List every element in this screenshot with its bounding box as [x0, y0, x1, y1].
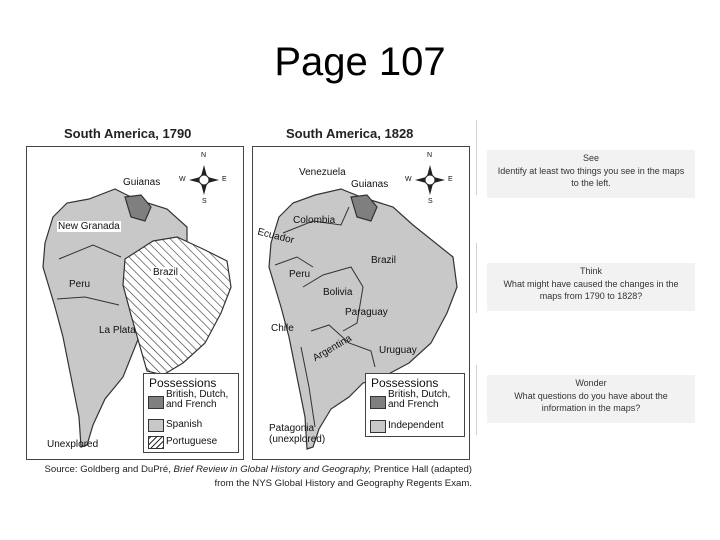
legend-british-dutch-french-1828: British, Dutch, and French	[388, 389, 451, 410]
label-brazil-1790: Brazil	[153, 267, 179, 278]
compass-rose-icon	[405, 152, 455, 205]
swatch-portuguese	[148, 436, 164, 449]
maps-figure	[22, 118, 478, 490]
divider	[476, 243, 477, 313]
compass-e: E	[448, 176, 453, 183]
label-patagonia: Patagonia (unexplored)	[269, 423, 326, 445]
legend-1828	[365, 373, 465, 437]
map-1828	[252, 146, 470, 460]
label-chile: Chile	[271, 323, 294, 334]
legend-1790	[143, 373, 239, 453]
compass-w: W	[179, 176, 186, 183]
think-card	[487, 263, 695, 311]
slide-title: Page 107	[274, 40, 446, 84]
see-heading: See	[582, 153, 599, 163]
label-unexplored: Unexplored	[47, 439, 99, 450]
swatch-british-dutch-french-1828	[370, 396, 386, 409]
compass-n: N	[427, 152, 433, 159]
source-book: Brief Review in Global History and Geography,	[173, 464, 372, 475]
label-peru-1790: Peru	[69, 279, 91, 290]
map-1790	[26, 146, 244, 460]
label-argentina: Argentina	[311, 333, 354, 364]
label-la-plata: La Plata	[99, 325, 136, 336]
label-brazil-1828: Brazil	[371, 255, 397, 266]
divider	[476, 365, 477, 435]
compass-s: S	[428, 198, 433, 205]
swatch-independent	[370, 420, 386, 433]
label-guianas-1828: Guianas	[351, 179, 389, 190]
legend-title-1828: Possessions	[371, 376, 439, 390]
label-peru-1828: Peru	[289, 269, 311, 280]
swatch-british-dutch-french	[148, 396, 164, 409]
wonder-body: What questions do you have about the information in the maps?	[514, 390, 668, 413]
portuguese-territory	[123, 237, 231, 375]
label-uruguay: Uruguay	[379, 345, 417, 356]
source-prefix: Source: Goldberg and DuPré,	[44, 464, 171, 475]
compass-s: S	[202, 198, 207, 205]
think-heading: Think	[579, 266, 602, 276]
think-body: What might have caused the changes in the maps from 1790 to 1828?	[503, 278, 679, 301]
compass-w: W	[405, 176, 412, 183]
label-guianas-1790: Guianas	[123, 177, 161, 188]
map-1790-title: South America, 1790	[64, 126, 192, 141]
swatch-spanish	[148, 419, 164, 432]
label-new-granada: New Granada	[58, 221, 120, 232]
label-colombia: Colombia	[293, 215, 336, 226]
label-paraguay: Paraguay	[345, 307, 388, 318]
see-body: Identify at least two things you see in the maps to the left.	[497, 165, 685, 188]
divider	[476, 120, 477, 195]
label-venezuela: Venezuela	[299, 167, 346, 178]
source-publisher: Prentice Hall (adapted)	[373, 464, 472, 475]
compass-n: N	[201, 152, 207, 159]
compass-e: E	[222, 176, 227, 183]
compass-rose-icon	[179, 152, 229, 205]
legend-independent: Independent	[388, 420, 444, 431]
legend-british-dutch-french: British, Dutch, and French	[166, 389, 229, 410]
legend-title-1790: Possessions	[149, 376, 217, 390]
map-1828-title: South America, 1828	[286, 126, 414, 141]
wonder-card	[487, 375, 695, 423]
label-ecuador: Ecuador	[256, 226, 296, 247]
legend-spanish: Spanish	[166, 419, 203, 430]
wonder-heading: Wonder	[575, 378, 607, 388]
source-citation	[30, 463, 472, 491]
see-card	[487, 150, 695, 198]
source-line2: from the NYS Global History and Geography Regents Exam.	[214, 478, 472, 489]
label-bolivia: Bolivia	[323, 287, 353, 298]
legend-portuguese: Portuguese	[166, 436, 218, 447]
